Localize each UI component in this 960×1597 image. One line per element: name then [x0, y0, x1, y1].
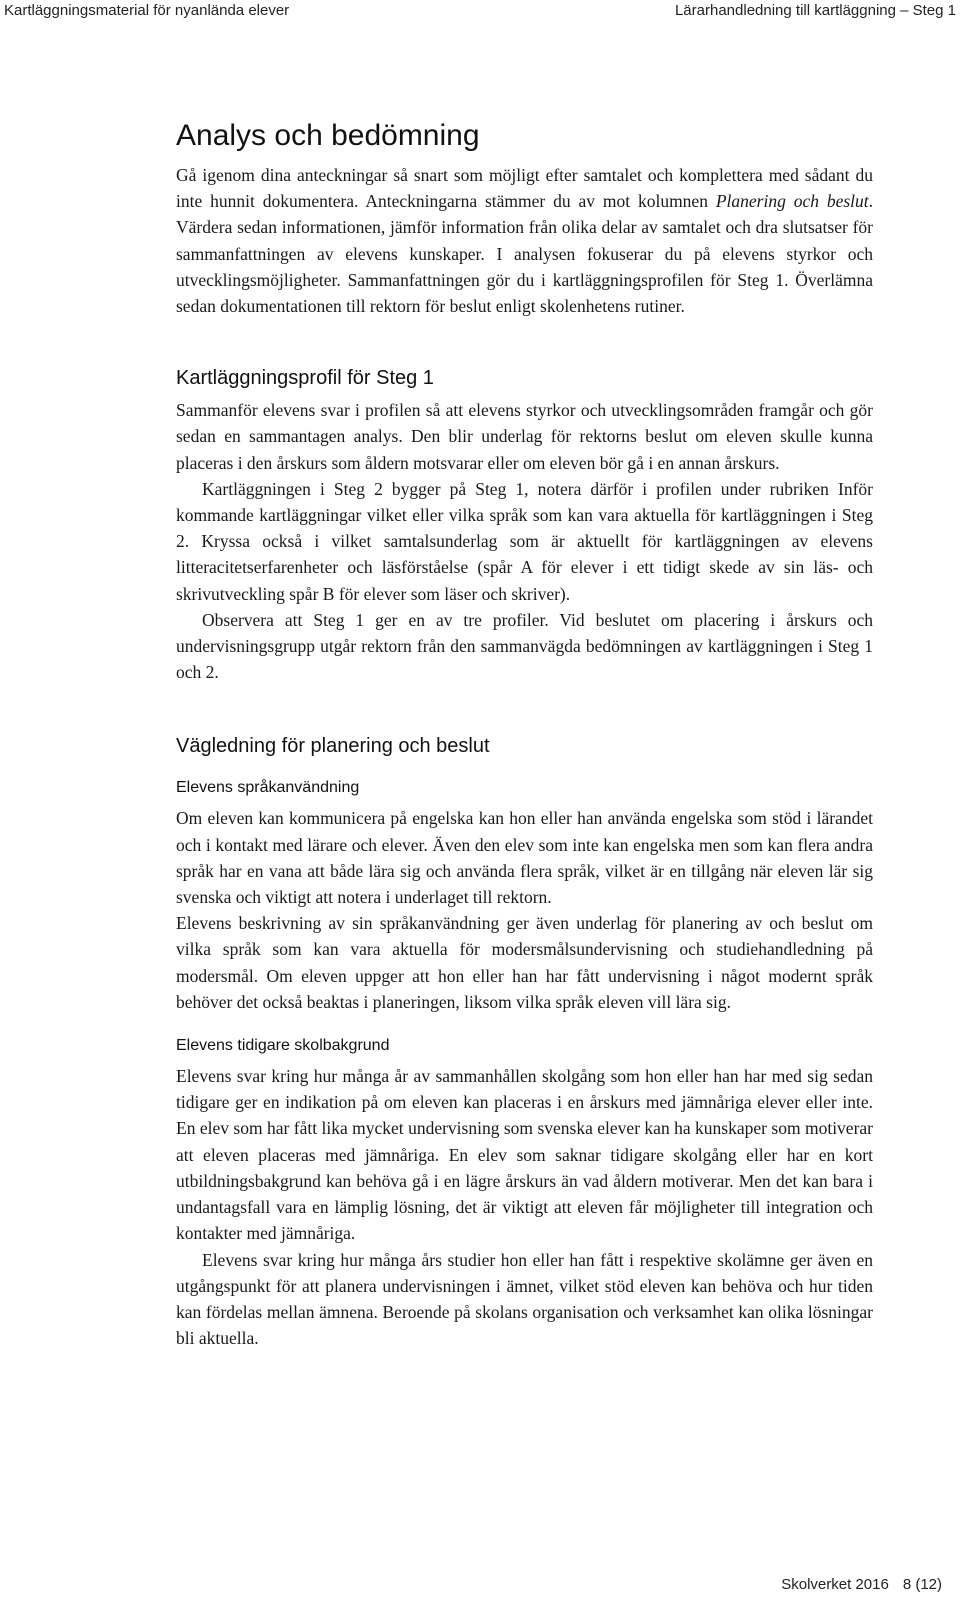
analys-text-part2: . Värdera sedan informationen, jämför information från olika delar av samtalet och dra slutsatser för sammanfattningen av elevens kunskaper. I analysen fokuserar du på elevens styrkor och utvecklingsmöjligheter. Sammanfattningen gör du i kartläggningsprofilen för Steg 1. Överlämna sedan dokumentationen till rektorn för beslut enligt skolenhetens rutiner. [176, 191, 874, 317]
skol-paragraph-2: Elevens svar kring hur många års studier hon eller han fått i respektive skolämne ger även en utgångspunkt för att planera undervisningen i ämnet, vilket stöd eleven kan behöva och hur tiden kan fördelas mellan ämnena. Beroende på skolans organisation och verksamhet kan olika lösningar bli aktuella. [176, 1249, 873, 1349]
profil-paragraph-2: Kartläggningen i Steg 2 bygger på Steg 1, notera därför i profilen under rubriken Inför kommande kartläggningar vilket eller vilka språk som kan vara aktuella för kartläggningen i Steg 2. Kryssa också i vilket samtalsunderlag som är aktuellt för kartläggningen av elevens litteracitetserfarenheter och läsförståelse (spår A för elever i ett tidigt skede av sin läs- och skrivutveckling spår B för elever som läser och skriver). [176, 478, 873, 604]
profil-paragraph-3: Observera att Steg 1 ger en av tre profiler. Vid beslutet om placering i årskurs och undervisningsgrupp utgår rektorn från den sammanvägda bedömningen av kartläggningen i Steg 1 och 2. [176, 609, 873, 683]
subheading-sprakanvandning: Elevens språkanvändning [176, 779, 360, 797]
section-vagledning [176, 733, 873, 1351]
footer-page-number: 8 (12) [902, 1576, 942, 1593]
page-title: Analys och bedömning [176, 119, 480, 152]
profil-paragraph-1: Sammanför elevens svar i profilen så att elevens styrkor och utvecklingsområden framgår och gör sedan en sammantagen analys. Den blir underlag för rektorns beslut om eleven skulle kunna placeras i den årskurs som åldern motsvarar eller om eleven bör gå i en annan årskurs. [176, 400, 873, 473]
analys-text-part1: Gå igenom dina anteckningar så snart som möjligt efter samtalet och komplettera med sådant du inte hunnit dokumentera. Anteckningarna stämmer du av mot kolumnen [176, 165, 873, 212]
skol-paragraph-1: Elevens svar kring hur många år av sammanhållen skolgång som hon eller han har med sig sedan tidigare ger en indikation på om eleven kan placeras i en årskurs med jämnåriga elever eller inte. En elev som har fått lika mycket undervisning som svenska elever kan ha kunskaper som motiverar att eleven placeras med jämnåriga. En elev som saknar tidigare skolgång eller har en kort utbildningsbakgrund kan behöva gå i en lägre årskurs än vad åldern motiverar. Men det kan bara i undantagsfall vara en lämplig lösning, det är viktigt att eleven får möjligheter till integration och kontakter med jämnåriga. [176, 1066, 873, 1244]
sprak-paragraph-1: Om eleven kan kommunicera på engelska kan hon eller han använda engelska som stöd i lärandet och i kontakt med lärare och elever. Även den elev som inte kan engelska men som kan flera andra språk har en vana att både lära sig och använda flera språk, vilket är en tillgång när eleven lär sig svenska och viktigt att notera i underlaget till rektorn. [176, 808, 873, 908]
analys-paragraph [176, 162, 873, 319]
section-profil [176, 365, 873, 685]
subheading-skolbakgrund: Elevens tidigare skolbakgrund [176, 1037, 390, 1055]
section-heading-vagledning: Vägledning för planering och beslut [176, 735, 490, 758]
analys-text-italic: Planering och beslut [715, 191, 869, 212]
page-footer [781, 1576, 942, 1593]
running-header-right: Lärarhandledning till kartläggning – Steg 1 [674, 2, 956, 19]
running-header-left: Kartläggningsmaterial för nyanlända elever [4, 2, 290, 19]
section-analys [176, 118, 873, 319]
section-heading-profil: Kartläggningsprofil för Steg 1 [176, 367, 434, 390]
page-content [176, 110, 873, 1351]
footer-publisher: Skolverket 2016 [781, 1576, 889, 1593]
sprak-paragraph-2: Elevens beskrivning av sin språkanvändning ger även underlag för planering av och beslut om vilka språk som kan vara aktuella för modersmålsundervisning och studiehandledning på modersmål. Om eleven uppger att hon eller han har fått undervisning i något modernt språk behöver det också beaktas i planeringen, liksom vilka språk eleven vill lära sig. [176, 913, 873, 1012]
